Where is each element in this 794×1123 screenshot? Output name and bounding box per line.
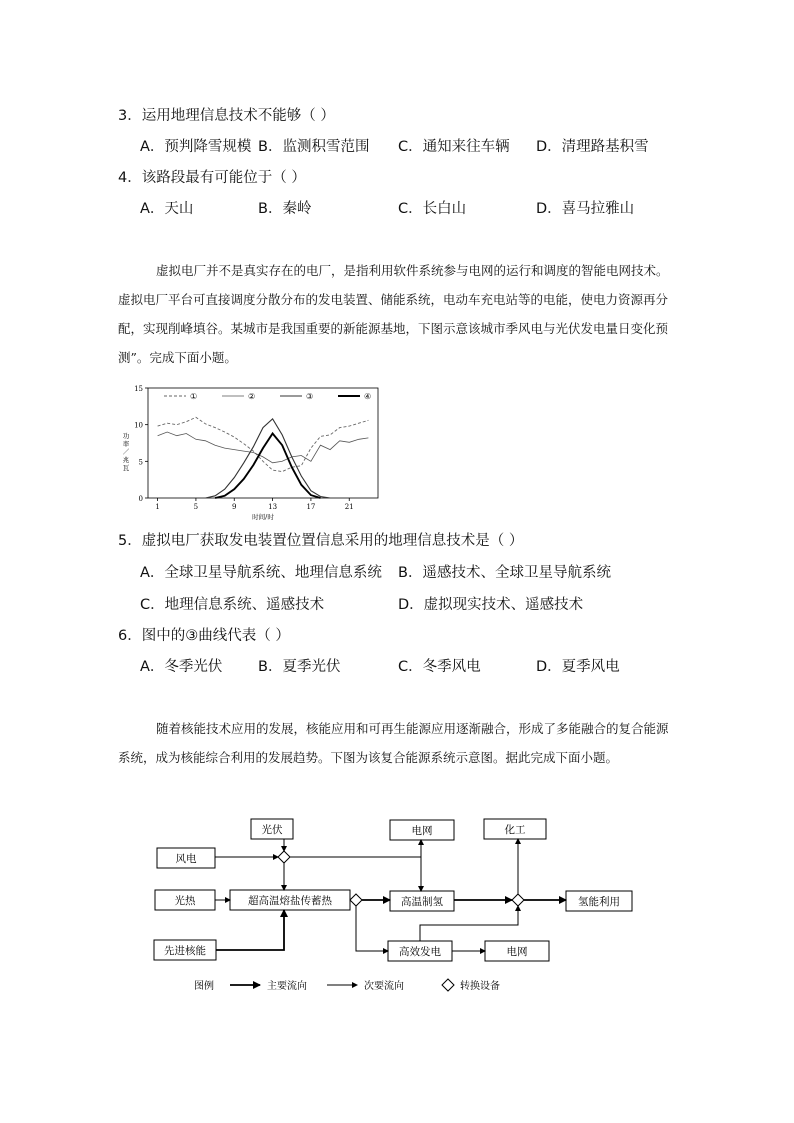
x-tick-label: 1 [155,503,160,511]
label-fengdian: 风电 [175,853,197,865]
question-4-option-d: D．喜马拉雅山 [536,201,635,217]
legend-label-1: ① [190,392,198,401]
label-rongyan: 超高温熔盐传蓄热 [248,895,332,907]
plot-frame [148,388,378,498]
legend-device: 转换设备 [460,981,500,992]
label-fadian: 高效发电 [399,946,441,958]
question-4-stem: 4．该路段最有可能位于（ ） [118,170,306,186]
question-3-option-a: A．预判降雪规模 [140,139,252,155]
x-tick-label: 17 [306,503,316,511]
converter-diamond-2 [350,894,362,906]
energy-system-diagram [150,815,650,995]
power-chart [112,380,382,520]
question-3-stem: 3．运用地理信息技术不能够（ ） [118,108,335,124]
legend-label-4: ④ [364,392,372,401]
y-tick-label: 10 [134,421,143,430]
question-6-stem: 6．图中的③曲线代表（ ） [118,628,290,644]
x-tick-label: 9 [232,503,237,511]
question-5-option-a: A．全球卫星导航系统、地理信息系统 [140,565,382,581]
legend-secondary: 次要流向 [364,981,404,992]
question-6-option-c: C．冬季风电 [398,659,481,675]
question-3-option-d: D．清理路基积雪 [536,139,649,155]
question-4-option-b: B．秦岭 [258,201,312,217]
question-5-option-c: C．地理信息系统、遥感技术 [140,597,325,613]
x-axis-label: 时间/时 [252,513,274,520]
label-zhiqing: 高温制氢 [401,896,443,908]
passage-nuclear-energy: 随着核能技术应用的发展，核能应用和可再生能源应用逐渐融合，形成了多能融合的复合能源系统，成为核能综合利用的发展趋势。下图为该复合能源系统示意图。据此完成下面小题。 [118,721,669,765]
question-5-option-d: D．虚拟现实技术、遥感技术 [398,597,584,613]
label-dianwang-top: 电网 [411,825,433,837]
question-6-option-b: B．夏季光伏 [258,659,341,675]
question-5-option-b: B．遥感技术、全球卫星导航系统 [398,565,611,581]
converter-diamond-1 [278,851,290,863]
label-dianwang-bottom: 电网 [506,946,528,958]
label-huagong: 化工 [504,824,526,836]
legend-label-3: ③ [306,392,314,401]
label-qingneng: 氢能利用 [578,896,620,908]
converter-diamond-3 [512,894,524,906]
question-6-option-d: D．夏季风电 [536,659,620,675]
label-guangfu: 光伏 [261,824,283,836]
x-tick-label: 21 [344,503,354,511]
y-tick-label: 15 [134,385,143,393]
question-4-option-c: C．长白山 [398,201,467,217]
question-6-option-a: A．冬季光伏 [140,659,223,675]
y-tick-label: 5 [138,458,143,467]
legend-title: 图例 [194,981,214,992]
y-tick-label: 0 [138,495,143,503]
legend-main: 主要流向 [267,981,307,992]
legend-label-2: ② [248,392,256,401]
label-guangre: 光热 [174,895,196,907]
label-hexin: 先进核能 [164,945,206,957]
legend-diamond [442,979,454,991]
question-3-option-c: C．通知来往车辆 [398,139,510,155]
question-5-stem: 5．虚拟电厂获取发电装置位置信息采用的地理信息技术是（ ） [118,533,524,549]
y-axis-label: 功率／兆瓦 [122,432,130,472]
passage-virtual-power-plant: 虚拟电厂并不是真实存在的电厂，是指利用软件系统参与电网的运行和调度的智能电网技术。虚拟电厂平台可直接调度分散分布的发电装置、储能系统，电动车充电站等的电能，使电力资源再分配，实现削峰填谷。某城市是我国重要的新能源基地，下图示意该城市季风电与光伏发电量日变化预测”。完成下面小题。 [118,263,669,365]
x-tick-label: 5 [193,503,199,511]
series-line-3 [206,419,331,498]
x-tick-label: 13 [268,503,278,511]
question-3-option-b: B．监测积雪范围 [258,139,370,155]
question-4-option-a: A．天山 [140,201,194,217]
series-line-1 [158,417,369,471]
